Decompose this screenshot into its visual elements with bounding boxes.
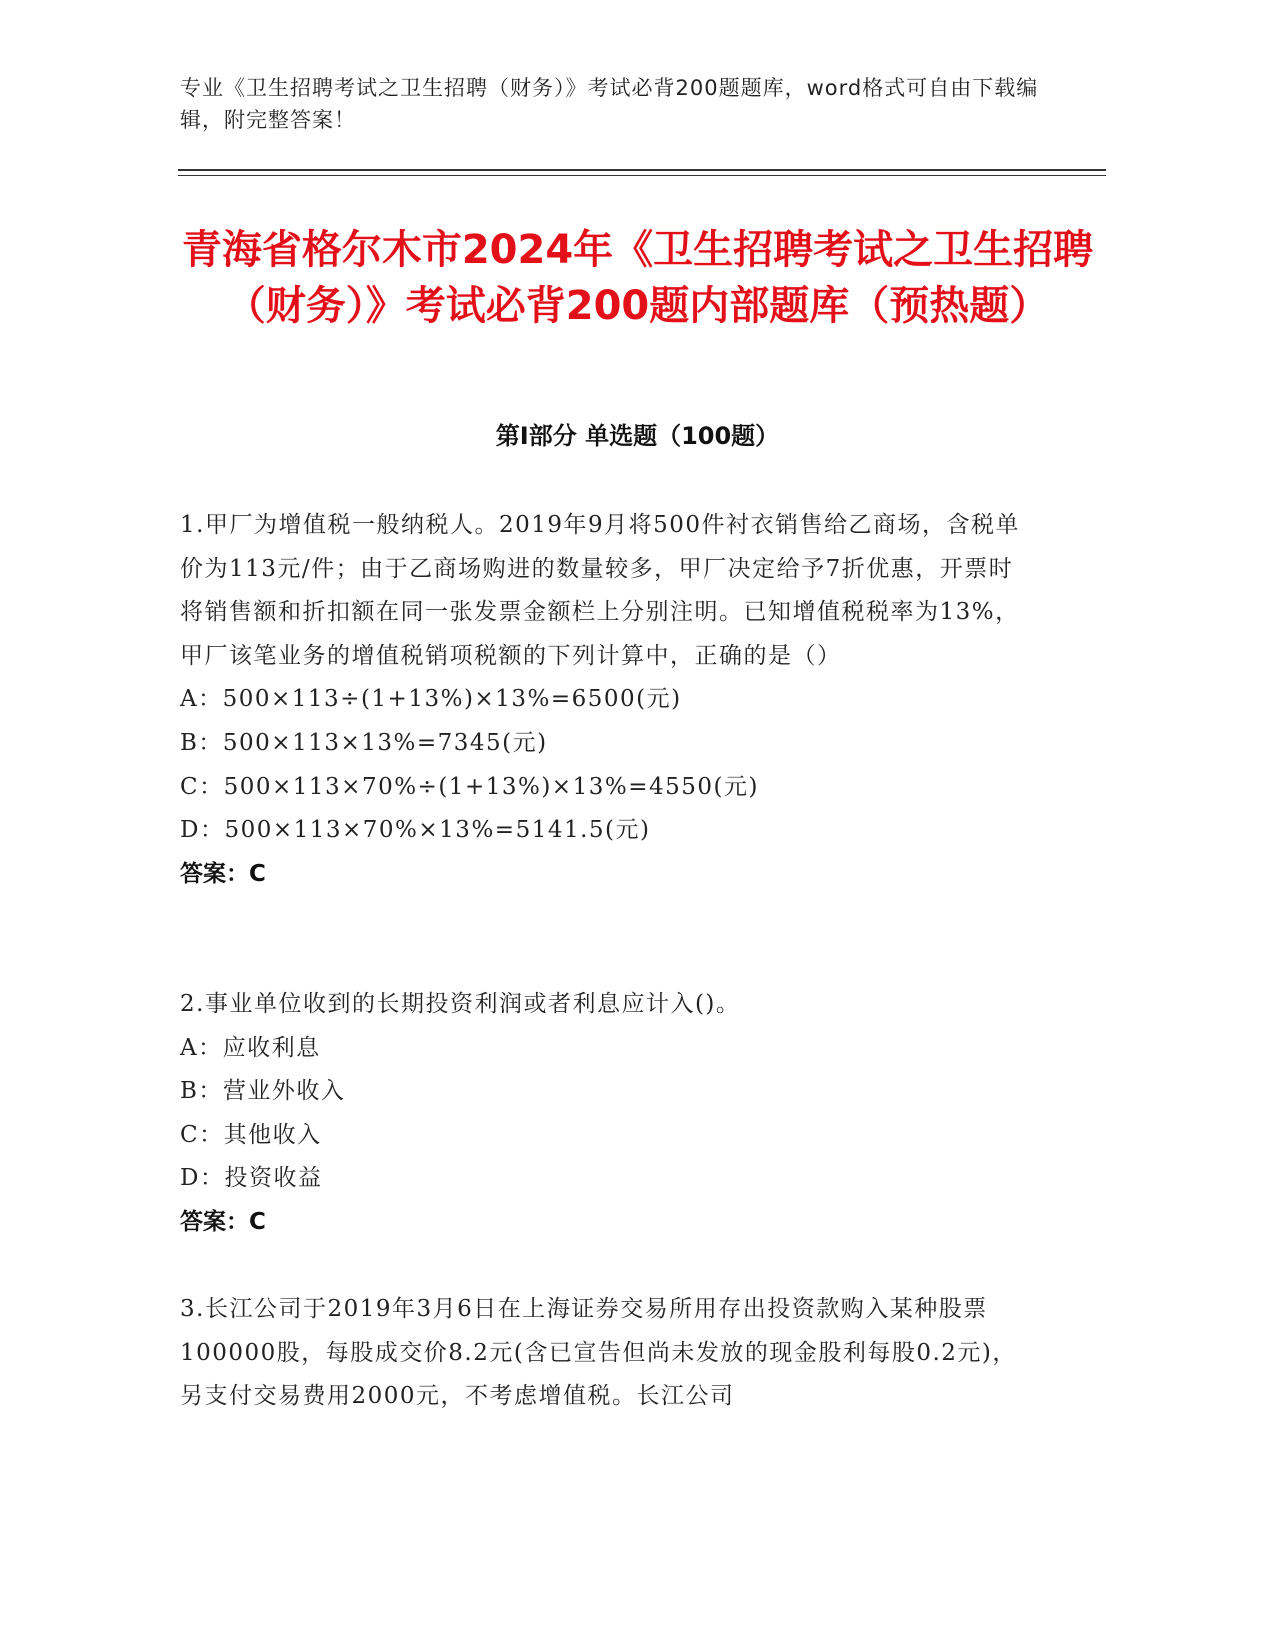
question-stem: 3.长江公司于2019年3月6日在上海证券交易所用存出投资款购入某种股票100000股，每股成交价8.2元(含已宣告但尚未发放的现金股利每股0.2元)，另支付交易费用2000元，不考虑增值税。长江公司 xyxy=(180,1296,1017,1410)
header-note: 专业《卫生招聘考试之卫生招聘（财务）》考试必背200题题库，word格式可自由下载编辑，附完整答案！ xyxy=(180,76,1039,132)
option-d: D：投资收益 xyxy=(180,1165,323,1192)
header-divider-thin xyxy=(178,175,1106,176)
header-divider xyxy=(178,169,1106,171)
option-c: C：其他收入 xyxy=(180,1121,322,1148)
question-stem: 2.事业单位收到的长期投资利润或者利息应计入()。 xyxy=(180,991,741,1017)
option-a: A：应收利息 xyxy=(180,1034,321,1061)
option-b: B：营业外收入 xyxy=(180,1078,346,1105)
option-b: B：500×113×13%=7345(元) xyxy=(180,729,548,756)
question-3 xyxy=(180,1288,1030,1419)
answer-line: 答案：C xyxy=(180,860,266,887)
question-stem: 1.甲厂为增值税一般纳税人。2019年9月将500件衬衣销售给乙商场，含税单价为113元/件；由于乙商场购进的数量较多，甲厂决定给予7折优惠，开票时将销售额和折扣额在同一张发票金额栏上分别注明。已知增值税税率为13%，甲厂该笔业务的增值税销项税额的下列计算中，正确的是（） xyxy=(180,512,1021,669)
question-2 xyxy=(180,983,1030,1245)
option-c: C：500×113×70%÷(1+13%)×13%=4550(元) xyxy=(180,773,759,800)
section-heading: 第Ⅰ部分 单选题（100题） xyxy=(495,422,780,450)
question-1 xyxy=(180,504,1030,896)
option-a: A：500×113÷(1+13%)×13%=6500(元) xyxy=(180,686,682,713)
document-title: 青海省格尔木市2024年《卫生招聘考试之卫生招聘（财务）》考试必背200题内部题库（预热题） xyxy=(181,227,1094,329)
answer-line: 答案：C xyxy=(180,1208,266,1235)
option-d: D：500×113×70%×13%=5141.5(元) xyxy=(180,817,651,844)
